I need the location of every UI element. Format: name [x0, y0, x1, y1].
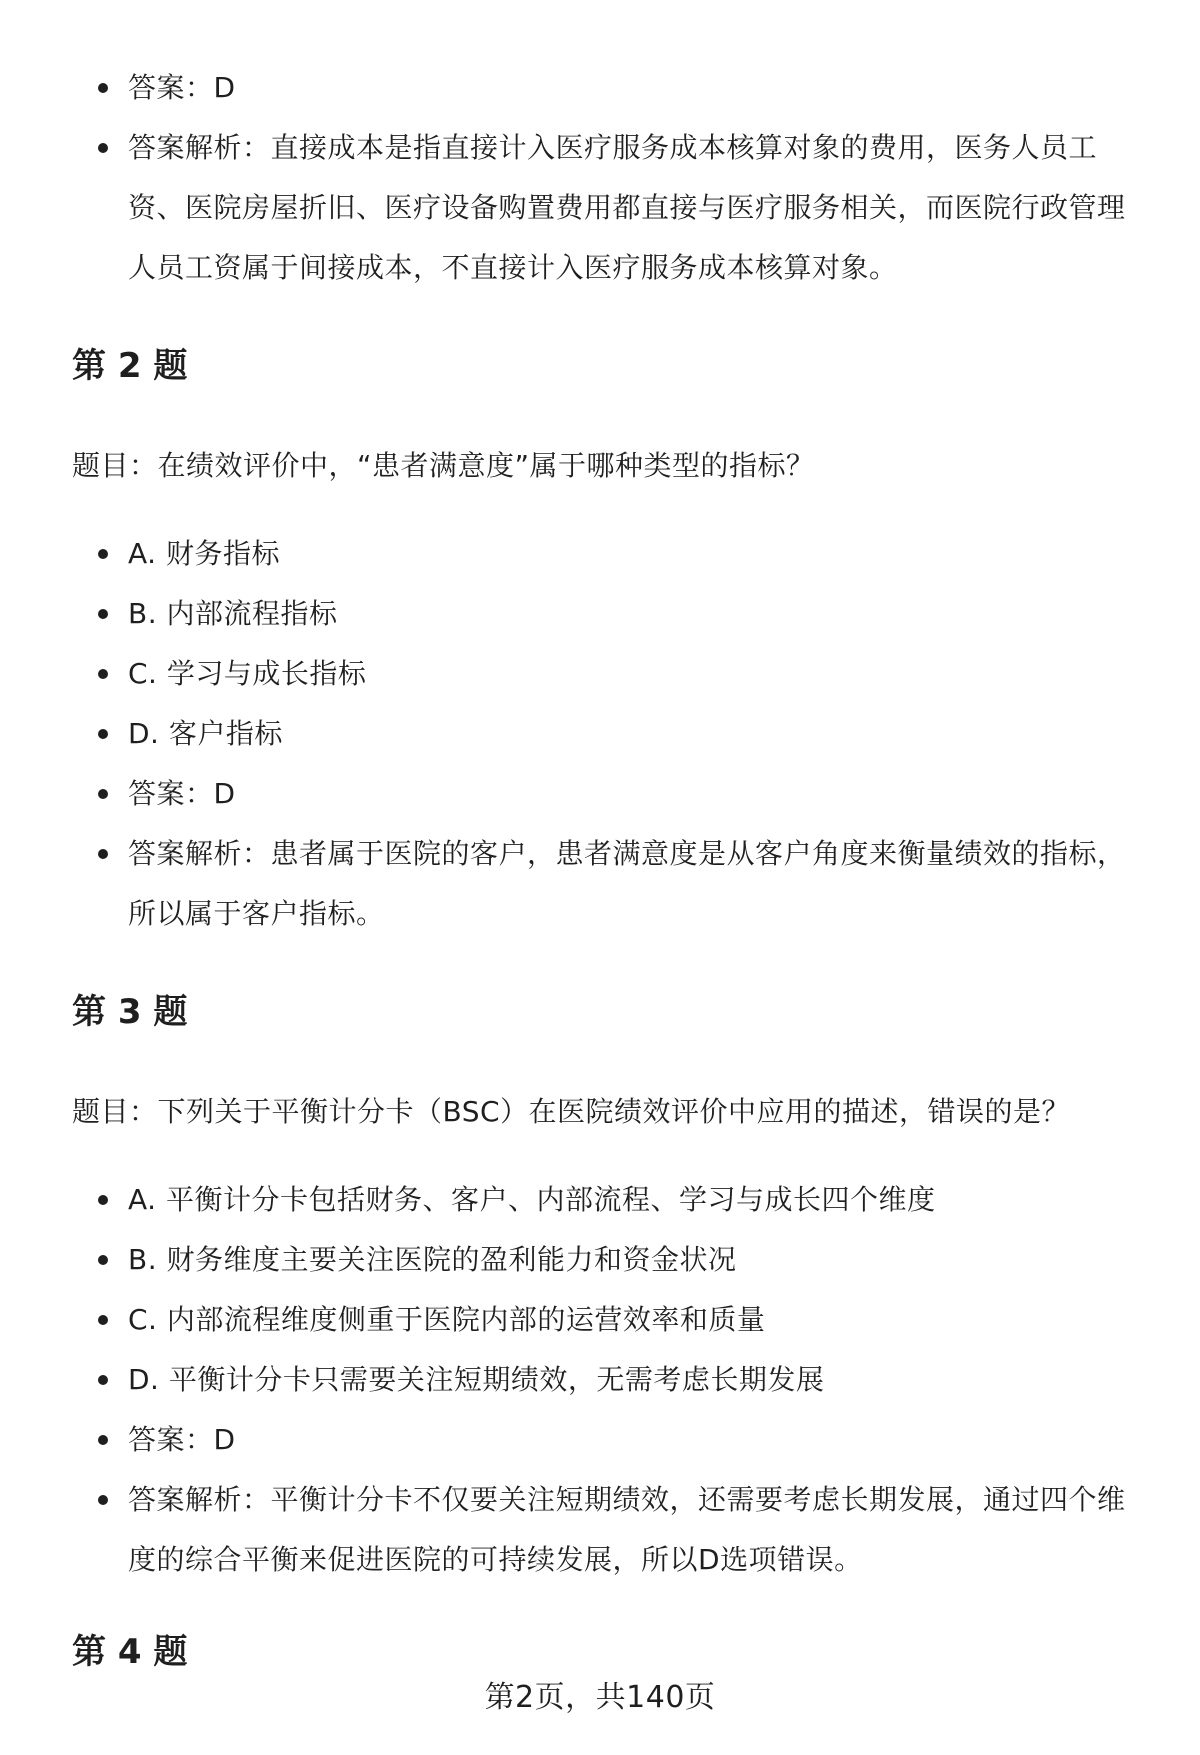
option-b: B. 财务维度主要关注医院的盈利能力和资金状况: [128, 1243, 737, 1276]
answer: 答案：D: [128, 777, 236, 810]
answer-explanation: 答案解析：直接成本是指直接计入医疗服务成本核算对象的费用，医务人员工资、医院房屋折旧、医疗设备购置费用都直接与医疗服务相关，而医院行政管理人员工资属于间接成本，不直接计入医疗服务成本核算对象。: [128, 131, 1126, 284]
list-item: [0, 1170, 1200, 1230]
answer-explanation: 答案解析：平衡计分卡不仅要关注短期绩效，还需要考虑长期发展，通过四个维度的综合平衡来促进医院的可持续发展，所以D选项错误。: [128, 1483, 1126, 1576]
bullet-icon: [98, 1195, 108, 1205]
list-item: [0, 118, 1200, 298]
question-1-answer-list: [0, 58, 1200, 298]
bullet-icon: [98, 849, 108, 859]
question-2-options: [0, 524, 1200, 944]
list-item: [0, 524, 1200, 584]
list-item: [0, 58, 1200, 118]
list-item: [0, 704, 1200, 764]
list-item: [0, 824, 1200, 944]
question-4-heading: 第 4 题: [72, 1632, 188, 1672]
list-item: [0, 1350, 1200, 1410]
bullet-icon: [98, 1495, 108, 1505]
list-item: [0, 1290, 1200, 1350]
bullet-icon: [98, 609, 108, 619]
bullet-icon: [98, 1375, 108, 1385]
question-2-heading: 第 2 题: [72, 346, 188, 386]
answer: 答案：D: [128, 71, 236, 104]
bullet-icon: [98, 83, 108, 93]
bullet-icon: [98, 729, 108, 739]
option-b: B. 内部流程指标: [128, 597, 338, 630]
bullet-icon: [98, 669, 108, 679]
list-item: [0, 1470, 1200, 1590]
page-indicator: 第2页，共140页: [484, 1680, 716, 1715]
list-item: [0, 764, 1200, 824]
list-item: [0, 1230, 1200, 1290]
question-3-options: [0, 1170, 1200, 1590]
option-c: C. 内部流程维度侧重于医院内部的运营效率和质量: [128, 1303, 766, 1336]
option-a: A. 平衡计分卡包括财务、客户、内部流程、学习与成长四个维度: [128, 1183, 936, 1216]
question-2-stem: 题目：在绩效评价中，“患者满意度”属于哪种类型的指标？: [72, 449, 815, 482]
option-d: D. 平衡计分卡只需要关注短期绩效，无需考虑长期发展: [128, 1363, 825, 1396]
list-item: [0, 584, 1200, 644]
bullet-icon: [98, 789, 108, 799]
answer-explanation: 答案解析：患者属于医院的客户，患者满意度是从客户角度来衡量绩效的指标，所以属于客户指标。: [128, 837, 1126, 930]
question-3-stem: 题目：下列关于平衡计分卡（BSC）在医院绩效评价中应用的描述，错误的是？: [72, 1095, 1071, 1128]
option-a: A. 财务指标: [128, 537, 280, 570]
list-item: [0, 1410, 1200, 1470]
bullet-icon: [98, 143, 108, 153]
question-3-heading: 第 3 题: [72, 992, 188, 1032]
option-c: C. 学习与成长指标: [128, 657, 367, 690]
option-d: D. 客户指标: [128, 717, 283, 750]
bullet-icon: [98, 549, 108, 559]
bullet-icon: [98, 1435, 108, 1445]
list-item: [0, 644, 1200, 704]
answer: 答案：D: [128, 1423, 236, 1456]
bullet-icon: [98, 1255, 108, 1265]
bullet-icon: [98, 1315, 108, 1325]
